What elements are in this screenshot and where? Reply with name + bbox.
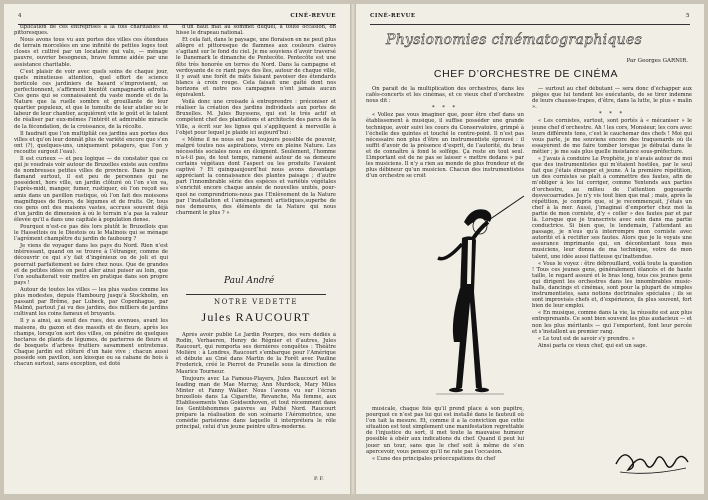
paragraph: Il est curieux — et peu logique — de constater que ce qui je voudrais voir autour de Bruxelles existe aux confins de nombreuses petites villes de province. Dans le pays flamand surtout, il est peu de personnes qui ne possèdent, hors ville, un jardin clôturé où l’on s’en va, l’après-midi, manger, fumer, rustiquer, où l’on reçoit ses amis dans un pavillon rustique, où l’on fait des moissons magnifiques de fleurs, de légumes et de fruits. Or, tous ces gens ont des maisons vastes, accrues souvent déjà d’un jardin de dimension à où le terrain n’a pas la valeur élevée qu’il a dans une capitale à population dense. [14, 155, 168, 223]
article-title: CHEF D’ORCHESTRE DE CINÉMA [433, 68, 619, 80]
right-header [370, 12, 690, 25]
paragraph: Après avoir publié Le Jardin Pourpre, des vers dédiés à Rodin, Verhaeren, Henry de Régnier et d’autres, Jules Raucourt, qui remporta ses dernières conquêtes : Théâtre Molière : à Londres, Raucourt s’embarque pour l’Amérique et débute au Ciné dans Martin de la Forêt avec Pauline Frederick, créé le Pierrot de Prunelle sous la direction de Maurice Tourneur. [176, 332, 336, 375]
series-title: Physionomies cinématographiques [386, 32, 643, 48]
right-column-2 [532, 86, 692, 436]
left-column-2 [176, 24, 336, 272]
section-stars: * * * [598, 111, 626, 118]
shoe [449, 388, 463, 392]
paragraph: Autour de toutes les villes — les plus vastes comme les plus modestes, depuis Hambourg jusqu’à Stockholm, en passant par Brême, par Lubeck, par Copenhague, par Malmö, partout j’ai vu des jardins, des milliers de jardins cultivant les coins fameux et bruyants. [14, 286, 168, 318]
paragraph: On parait de la multiplication des orchestres, dans les cafés-concerts et les cinémas, et ce vieux chef d’orchestre nous dit : [366, 86, 524, 105]
left-arm [438, 244, 462, 259]
author-signature: Paul André [224, 276, 275, 286]
paragraph: Nous avons tous vu aux portes des villes ces étendues de terrain morcelées en une infinité de petites loges tout closes et cultivé par un locataire qui valu, — ménage pauvre, ouvrier besogneux, brave femme aidée par une assistance charitable. [14, 37, 168, 68]
left-page-number: 4 [18, 13, 22, 19]
left-column-1 [14, 24, 168, 486]
right-page-number: 5 [686, 13, 690, 19]
paragraph: « En musique, comme dans la vie, la réussite est aux plus entreprenants. Ce sont bien souvent les plus audacieux — et non les plus méritants — qui l’emportent, font leur percée et s’installent au premier rang. [532, 310, 692, 335]
paragraph: « Vollez pas vous imaginer que, pour être chef dans un établissement à musique, il suffise posséder une grande technique, avoir suivi les cours du Conservatoire, grimpé à l’échelle des quintes et touché le contre-point. Il n’est pas nécessaire non plus d’être un instrumentiste éprouvé : il suffit d’avoir de la présence d’esprit, de l’autorité, du bras et de connaître à fond le solfège. Ça reste en tout seul. L’important est de ne pas se laisser « mettre dedans » par les musiciens. Il n’y a rien au monde de plus frondeur et de plus débineur qu’un musicien. Chacun des instrumentistes d’un orchestre se croit [366, 112, 524, 180]
paragraph: d’un haut mât au sommet duquel, à toute occasion, on hisse le drapeau national. [176, 24, 336, 37]
signature-scribble [610, 442, 694, 482]
paragraph: C’est plaisir de voir avec quels soins de chaque jour, quels minutieuse attention, quel effort de science horticole ces jardiniers de hasard s’improvisent, se perfectionnent, s’affirment bientôt campagnards adroits. Ces gens qui se connaissaient du vaste monde et de la Nature que la ruelle sombre et grouillante de leur quartier populeux, et que le tumulte de leur atelier ou le labeur de leur chantier, acquièrent vite le goût et le talent de réaliser par eux-mêmes l’intérêt et admirable miracle de la fécondation, de la croissance, de la récolte. [14, 68, 168, 130]
paragraph: Il faudrait que l’on multipliât ces jardins aux portes des villes et qu’on leur donnât plus de variété encore que s’en ont (?), quelques-uns, uniquement potagers, que l’on y recoutte surgout l’eau). [14, 130, 168, 155]
byline: Par Georges GARNIR. [626, 58, 688, 64]
paragraph: musicale, chaque fois qu’il prend place à son pupitre, pourquoi ce n’est pas lui qui est installé dans le fauteuil où l’on tait la mesure. Et, comme il a la conviction que cette situation est tout simplement une manifestation regrettable de l’injustice du sort, il met toute la mauvaise humeur possible à obéir aux indications du chef. Quand il peut lui jouer un tour, sans que le chef soit à même de s’en apercevoir, vous pensez qu’il ne rate pas l’occasion. [366, 406, 524, 455]
right-column-1 [366, 86, 524, 194]
vedette-signoff: P. F. [314, 476, 324, 482]
paragraph: Ainsi parla ce vieux chef, qui est un sage. [538, 342, 648, 349]
paragraph: Il y a ainsi, au seuil des rues, des avenues, avant les maisons, du gazon et des massifs et de fleurs, après les champs, lorsqu’on sort des villes, on pénètre de quelques hectares de plants de légumes, de parterres de fleurs et de bosquets d’arbres fruitiers savamment entretenus. Chaque jardin est clôturé d’un haie vive ; chacun aussi possède son pavillon, son kiosque ou sa cabane de bois à chacun surtout, sans exception, est doté [14, 318, 168, 368]
section-stars: * * * [431, 105, 459, 112]
paragraph: — surtout au chef débutant — sera donc d’échapper aux pièges que lui tendent les exécutants, de se tirer indemne de leurs chausse-trapes, d’être, dans la lutte, le plus « malin ». [532, 86, 692, 111]
right-column-1b [366, 406, 524, 486]
paragraph: « J’avais à conduire Le Prophète, je n’avais autour de moi que des instrumentistes qui m’étaient hostiles, par le seul fait que j’étais étranger et jeune. À la première répétition, un des cornistes se plaît à commettre des fautes, afin de m’obliger à les lui corriger, comme Yentends aux parties d’orchestre, au milieu de l’attention gogouarde desvecoarrades. Je n’y vis tout bien que mal ; mais, après la répétition, je compris que, si je recommençait, j’étais un chef à la mer. Aussi, j’imaginai d’emporter chez moi la partie de mon corniste, d’y « coller » des fautes par et par là. Lorsque que je transcrivis avec soin dans ma partie conductrice. Si bien que, le lendemain, l’attendant au passage, je n’eus qu’à interrompre mon corniste avec autorité et à rectifier ses fautes. Alors que je le voyais une assurance imprimante qui, en décontentant tous mes musiciens, leur donna de ma technique, votre de mon talent, une idée aussi flatteuse qu’inattendue. [532, 156, 692, 260]
paragraph: Pourquoi n’est-ce pas dès lors plutôt le Bruxellois que le Hasseltois ou le Diestois ou le Malinois qui se ménage l’agrément champêtre du jardin de faubourg ? [14, 224, 168, 243]
divider [186, 294, 326, 295]
paragraph: « Les cornistes, surtout, sont portés à « mécaniser » le jeune chef d’orchestre. Ah ! les cors, Monsieur, les cors avec leurs différents tons, c’est le cauchemar des chefs ! Moi qui vous parle, je me souviens encore des traquenards où ils essayèrent de me faire tomber lorsque je débutai dans le métier ; je me sais plus quelle insistance sous-préfecture. [532, 118, 692, 155]
paragraph: tiplication de ces entreprises à la fois charitables et pittoresques. [14, 24, 168, 37]
vedette-column [176, 332, 336, 472]
conductor-illustration [376, 192, 526, 404]
paragraph: « L’une des principales préoccupations du chef [372, 455, 496, 462]
paragraph: Et cela fait, dans le paysage, une floraison en ne peut plus allègre et pittoresque de flammes aux couleurs claires s’agitant sur le fond du ciel. Je me souviens d’avoir traversé le Danemark le dimanche de Pentecôte. Pentecôte est une fête très honorée en terres du Nord. Dans la campagne et verdoyante de ce riant pays des îles, autour de chaque ville, il y avait une forêt de mâts faisant pavoiser des étendards blancs à croix rouge. Cela faisait une gaîté dont nos horizons et notre nos campagnes n’ont jamais aucun équivalent. [176, 37, 336, 99]
vedette-name: Jules RAUCOURT [201, 310, 311, 324]
left-masthead: CINÉ-REVUE [290, 13, 336, 19]
paragraph: « Même il ne nous est pas toujours possible de pouvoir, malgré toutes nos aspirations, vivre en pleine Nature. Les nécessités sociales nous en éloignent. Seulement, l’homme n’a-t-il pas, de tout temps, ramené autour de sa demeure certains végétaux dont l’aspect ou les produits l’avaient captivé ? Et quinquaujourd’hui nous avons davantage appréciant la connaissance des plantes paisage ; d’autre part l’innombrable série des espèces et variétés végétales s’enrichit encore chaque année de nouvelles unités, pour-quoi ne comprendrions-nous pas l’Enlèvement de la Nature par l’installation et l’aménagement artistiques,superbe de nos demeures, des éléments de la Nature qui nous charment le plus ? » [176, 136, 336, 216]
right-page [356, 4, 704, 494]
paragraph: « Le tout est de savoir s’y prendre. » [538, 335, 635, 342]
paragraph: « Vous le voyez : être débrouillard, voilà toute la question ! Tous ces jeunes gens, généralement élancés et de haute taille, le regard assuré et le bras long, tous ces jeunes gens qui dirigent les orchestres dans les innombrables music-halls, dancings et cinémas, sont pour la plupart de simples instrumentistes, sans notions doctrinales spéciales ; ils se sont improvisés chefs et, d’expérience, ils plus souvent, fort bien de leur emploi. [532, 260, 692, 310]
paragraph: Je viens de voyager dans les pays du Nord. Rien n’est intéressant, quand on se trouve à l’étranger, comme de découvrir ce qui s’y fait d’ingénieux ou de joli et qui pourrait parfaitement se faire chez nous. Que de grandes et de petites idées on peut aller ainsi puiser au loin, que l’on souhaiterait voir mettre en pratique dans son propre pays ! [14, 243, 168, 286]
left-page [4, 4, 350, 494]
paragraph: Voilà donc une croisade à entreprendre : préconiser et réaliser la création des jardins individuels aux portes de Bruxelles. M. Jules Buyssens, qui est le très actif et compétent chef des plantations et architecte des parcs de la Ville, a écrit sur les lignes qui s’appliquent à merveille à l’objet pour lequel je plaide ici aujourd’hui : [176, 99, 336, 136]
paragraph: Toujours avec La Famous-Players, Jules Raucourt est le leading man de Mae Murray, Ann Murdock, Mary Miles Minter et Fanny Walker. Nous l’avons vu sur l’écran bruxellois dans La Cigarette, Revanche, Ma femme, aux Etablissements Van Goidsenhoven, et tout récemment dans les Gentilshommes pauvres au Pathé Nord. Raucourt prépare la réalisation de son scénario l’Aéromotrice, une comédie parisienne dans laquelle il interprétera le rôle principal, celui d’un jeune peintre ultra-moderne. [176, 375, 336, 431]
baton [486, 196, 524, 222]
shoe [475, 388, 489, 392]
vedette-label: NOTRE VEDETTE [213, 298, 299, 306]
right-masthead: CINÉ-REVUE [370, 13, 416, 19]
